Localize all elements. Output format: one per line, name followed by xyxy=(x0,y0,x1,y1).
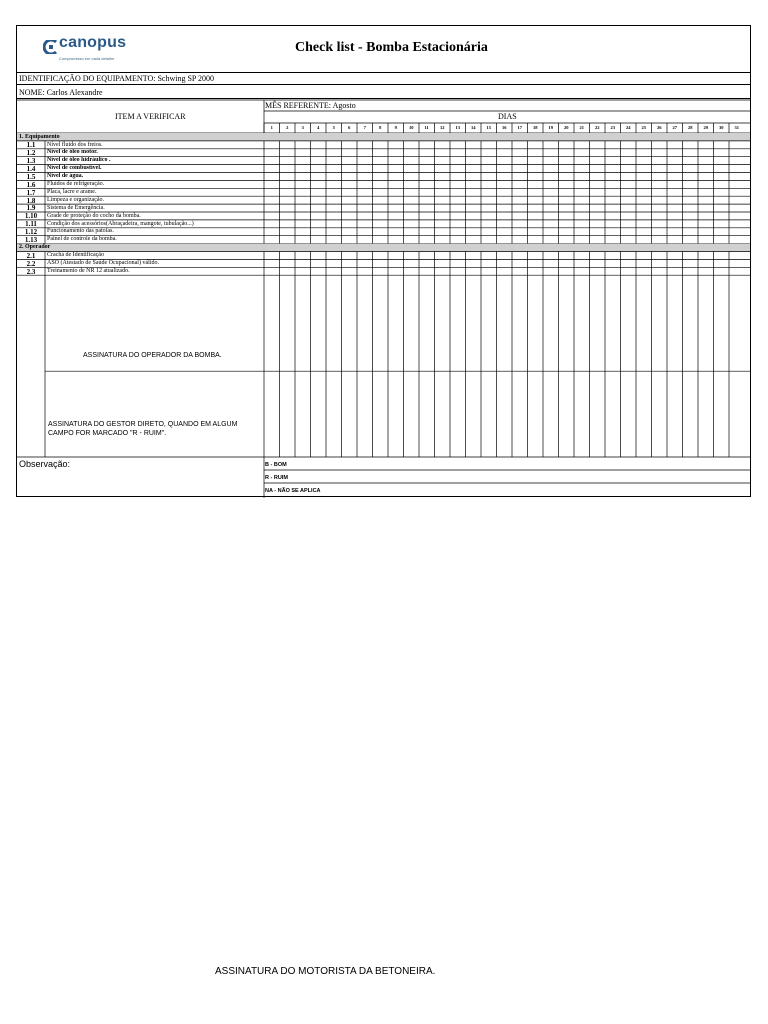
item-text-1.11: Condição dos acessórios(Abraçadeira, mangote, tubulação...) xyxy=(47,220,194,227)
item-text-1.1: Nível fluido dos freios. xyxy=(47,141,103,148)
day-number-27: 27 xyxy=(672,125,677,130)
day-number-2: 2 xyxy=(286,125,289,130)
legend-bad: R - RUIM xyxy=(265,475,288,481)
name-label: NOME: xyxy=(19,88,45,97)
day-number-12: 12 xyxy=(439,125,445,130)
item-text-1.8: Limpeza e organização. xyxy=(47,196,105,203)
item-text-2.3: Treinamento de NR 12 atualizado. xyxy=(47,267,130,274)
item-code-1.3: 1.3 xyxy=(26,157,36,165)
brand-tagline: Compromisso em cada detalhe xyxy=(59,56,115,61)
section-band-2 xyxy=(17,244,750,252)
item-text-2.1: Crachá de Identificação xyxy=(47,252,104,259)
item-code-1.4: 1.4 xyxy=(26,164,36,173)
page-title: Check list - Bomba Estacionária xyxy=(295,40,488,55)
days-label: DIAS xyxy=(498,112,517,121)
item-text-1.13: Painel de controle da bomba. xyxy=(47,236,117,243)
manager-signature-label: ASSINATURA DO GESTOR DIRETO, QUANDO EM ALGUM CAMPO FOR MARCADO "R - RUIM". xyxy=(48,421,238,437)
item-text-1.3: Nível de óleo hidráulico . xyxy=(47,157,111,164)
day-number-6: 6 xyxy=(348,125,351,130)
day-number-11: 11 xyxy=(424,125,429,130)
item-code-1.7: 1.7 xyxy=(26,188,36,197)
day-number-25: 25 xyxy=(641,125,646,130)
day-number-22: 22 xyxy=(594,125,600,130)
item-text-1.9: Sistema de Emergência. xyxy=(47,204,105,211)
name-value: Carlos Alexandre xyxy=(46,88,103,97)
day-number-21: 21 xyxy=(579,125,584,130)
day-number-3: 3 xyxy=(301,125,304,130)
item-code-1.11: 1.11 xyxy=(25,220,37,229)
day-number-31: 31 xyxy=(734,125,739,130)
item-text-1.6: Fluídos de refrigeração. xyxy=(47,181,105,187)
item-code-2.2: 2.2 xyxy=(26,259,36,268)
month-label: MÊS REFERENTE: xyxy=(265,101,332,110)
day-number-24: 24 xyxy=(625,125,631,130)
legend-good: B - BOM xyxy=(265,462,287,468)
month-value: Agosto xyxy=(332,101,356,110)
day-number-29: 29 xyxy=(703,125,708,130)
observation-label: Observação: xyxy=(19,459,71,469)
day-number-10: 10 xyxy=(408,125,414,130)
day-number-13: 13 xyxy=(455,125,460,130)
day-number-23: 23 xyxy=(610,125,615,130)
item-text-1.5: Nível de água. xyxy=(47,173,84,180)
item-text-2.2: ASO (Atestado de Saúde Ocupacional) válido. xyxy=(47,260,159,266)
item-code-1.6: 1.6 xyxy=(26,180,36,189)
section-band-1 xyxy=(17,133,750,141)
brand-name: canopus xyxy=(59,34,127,51)
item-code-1.5: 1.5 xyxy=(26,172,36,181)
day-number-17: 17 xyxy=(517,125,522,130)
section-title-2: 2. Operador xyxy=(19,244,51,251)
item-text-1.12: Funcionamento das patolas. xyxy=(47,228,114,235)
day-number-14: 14 xyxy=(470,125,476,130)
operator-signature-label: ASSINATURA DO OPERADOR DA BOMBA. xyxy=(83,352,222,359)
day-number-19: 19 xyxy=(548,125,553,130)
day-number-15: 15 xyxy=(486,125,491,130)
item-code-2.1: 2.1 xyxy=(26,251,36,260)
day-number-1: 1 xyxy=(270,125,273,130)
item-code-2.3: 2.3 xyxy=(26,267,36,276)
equipment-label: IDENTIFICAÇÃO DO EQUIPAMENTO: xyxy=(19,74,156,83)
item-code-1.8: 1.8 xyxy=(26,196,36,205)
item-text-1.10: Grade de proteção do cocho da bomba. xyxy=(47,212,141,219)
day-number-8: 8 xyxy=(379,125,382,130)
section-title-1: 1. Equipamento xyxy=(19,133,60,140)
day-number-20: 20 xyxy=(563,125,569,130)
day-number-5: 5 xyxy=(332,125,335,130)
day-number-9: 9 xyxy=(394,125,397,130)
item-code-1.1: 1.1 xyxy=(26,141,36,150)
item-code-1.2: 1.2 xyxy=(26,149,36,158)
day-number-18: 18 xyxy=(532,125,538,130)
driver-signature-label: ASSINATURA DO MOTORISTA DA BETONEIRA. xyxy=(215,966,436,977)
item-header: ITEM A VERIFICAR xyxy=(115,112,186,121)
day-number-28: 28 xyxy=(687,125,693,130)
legend-not-applicable: NA - NÃO SE APLICA xyxy=(265,488,321,494)
day-number-16: 16 xyxy=(501,125,507,130)
checklist-form xyxy=(16,25,751,497)
day-number-7: 7 xyxy=(363,125,366,130)
day-number-30: 30 xyxy=(718,125,724,130)
item-code-1.10: 1.10 xyxy=(24,212,38,221)
item-text-1.2: Nível de óleo motor. xyxy=(47,149,98,156)
item-text-1.4: Nível de combustível. xyxy=(47,165,102,172)
day-number-26: 26 xyxy=(656,125,662,130)
equipment-value: Schwing SP 2000 xyxy=(157,74,215,83)
month-reference xyxy=(265,101,356,110)
day-number-4: 4 xyxy=(317,125,320,130)
item-text-1.7: Placa, lacre e arame. xyxy=(47,188,97,195)
item-code-1.12: 1.12 xyxy=(24,228,38,237)
item-code-1.13: 1.13 xyxy=(24,236,38,244)
item-code-1.9: 1.9 xyxy=(26,204,36,213)
